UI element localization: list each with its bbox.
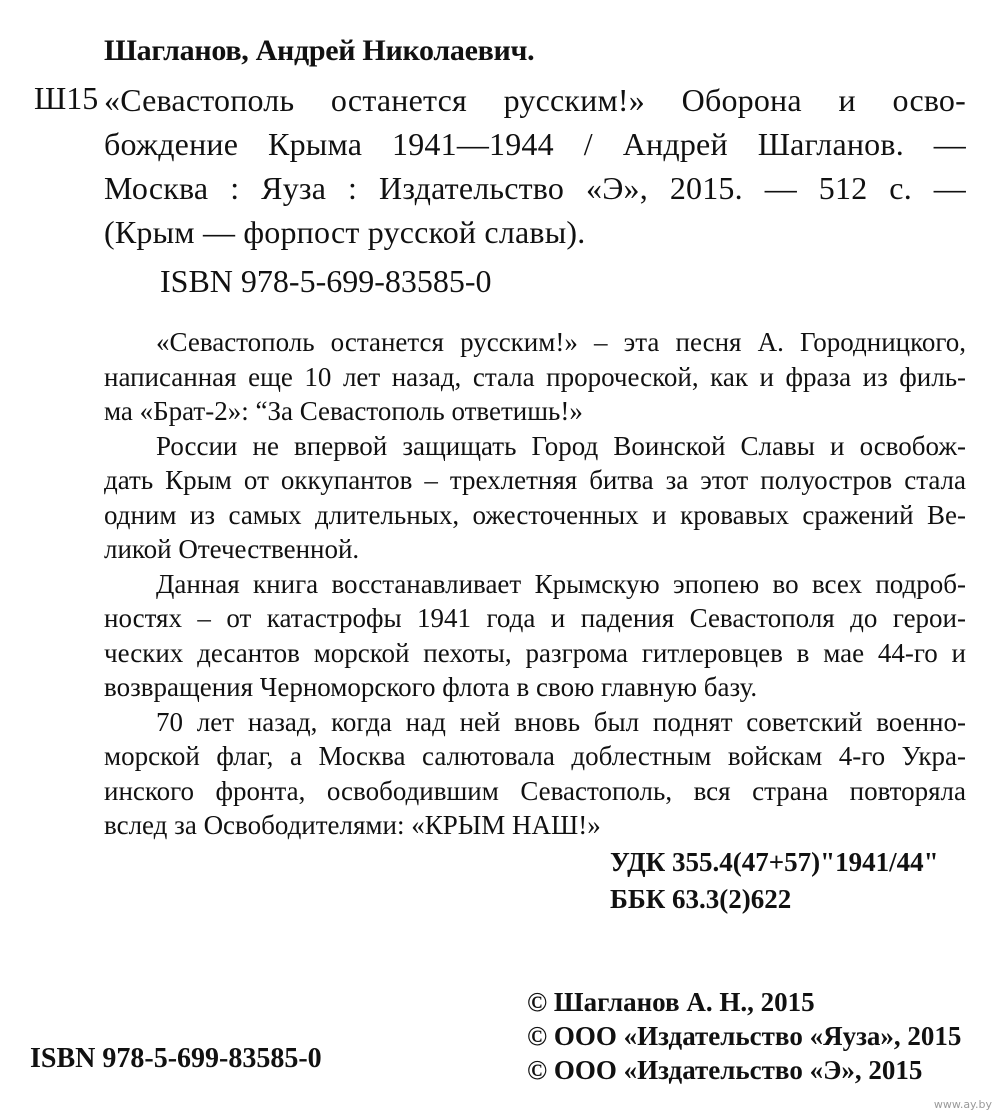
bbk-index: ББК 63.3(2)622: [610, 884, 792, 914]
classification-code: Ш15: [34, 80, 99, 116]
copyright-line: © Шагланов А. Н., 2015: [527, 987, 815, 1017]
copyright-line: © ООО «Издательство «Яуза», 2015: [527, 1021, 962, 1051]
annotation-line: ностях – от катастрофы 1941 года и падения Севастополя до герои-: [104, 603, 966, 633]
bib-line: Москва : Яуза : Издательство «Э», 2015. — 512 с. —: [104, 170, 966, 206]
annotation-line: вслед за Освободителями: «КРЫМ НАШ!»: [104, 810, 601, 840]
annotation-line: морской флаг, а Москва салютовала доблестным войскам 4-го Укра-: [104, 741, 966, 771]
annotation-line: ма «Брат-2»: “За Севастополь ответишь!»: [104, 396, 583, 426]
copyright-block: [527, 985, 961, 1087]
annotation-line: написанная еще 10 лет назад, стала пророческой, как и фраза из филь-: [104, 361, 966, 392]
bibliographic-description: [104, 78, 966, 254]
annotation-line: «Севастополь останется русским!» – эта песня А. Городницкого,: [156, 327, 966, 357]
annotation-line: ческих десантов морской пехоты, разгрома гитлеровцев в мае 44-го и: [104, 637, 966, 668]
annotation-line: дать Крым от оккупантов – трехлетняя битва за этот полуостров стала: [104, 465, 966, 495]
annotation-line: возвращения Черноморского флота в свою главную базу.: [104, 672, 758, 702]
bib-line: «Севастополь останется русским!» Оборона и осво-: [104, 82, 966, 118]
copyright-line: © ООО «Издательство «Э», 2015: [527, 1055, 923, 1085]
annotation-line: ликой Отечественной.: [104, 534, 360, 564]
annotation-line: Данная книга восстанавливает Крымскую эпопею во всех подроб-: [156, 568, 966, 599]
author-heading: Шагланов, Андрей Николаевич.: [104, 34, 535, 67]
annotation-line: 70 лет назад, когда над ней вновь был поднят советский военно-: [156, 706, 966, 737]
isbn-bottom: ISBN 978-5-699-83585-0: [30, 1043, 322, 1074]
annotation-line: России не впервой защищать Город Воинской Славы и освобож-: [156, 430, 966, 461]
annotation-line: одним из самых длительных, ожесточенных и кровавых сражений Ве-: [104, 499, 966, 530]
isbn-main: ISBN 978-5-699-83585-0: [160, 263, 492, 299]
watermark: www.ay.by: [933, 1098, 992, 1111]
bib-line: бождение Крыма 1941—1944 / Андрей Шагланов. —: [104, 126, 966, 162]
udk-index: УДК 355.4(47+57)"1941/44": [610, 847, 939, 877]
annotation-line: инского фронта, освободившим Севастополь, вся страна повторяла: [104, 775, 966, 806]
annotation: [104, 325, 966, 843]
classification-indices: [610, 844, 939, 918]
bib-line: (Крым — форпост русской славы).: [104, 214, 586, 250]
